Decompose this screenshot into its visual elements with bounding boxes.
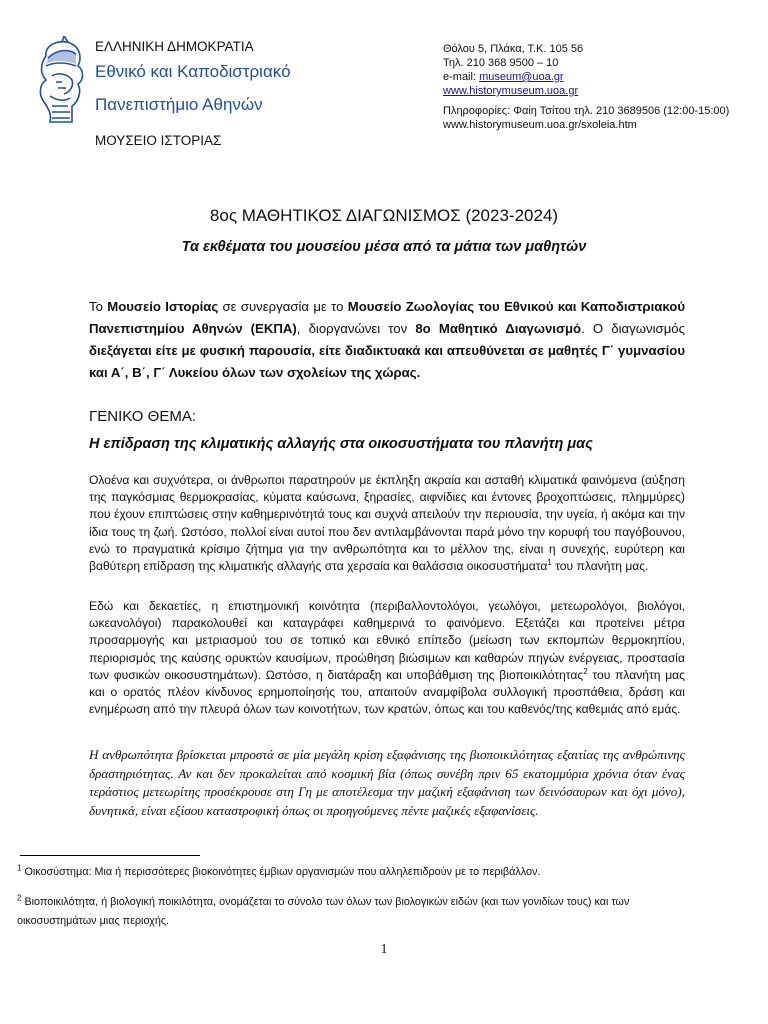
intro-bold-1: Μουσείο Ιστορίας [107, 299, 219, 314]
p1-tail: του πλανήτη μας. [551, 559, 649, 574]
museum-name: ΜΟΥΣΕΙΟ ΙΣΤΟΡΙΑΣ [95, 133, 222, 148]
footnote-ref-2[interactable]: 2 [583, 666, 588, 676]
body-paragraph-1 [89, 472, 685, 575]
page-number: 1 [380, 942, 388, 957]
contact-email-label: e-mail: [443, 71, 480, 83]
intro-bold-2: Μουσείο Ζωολογίας του Εθνικού και Καποδιστριακού Πανεπιστημίου Αθηνών (ΕΚΠΑ) [89, 299, 685, 336]
topic-title: Η επίδραση της κλιματικής αλλαγής στα οικοσυστήματα του πλανήτη μας [89, 436, 593, 452]
contact-block [443, 42, 763, 132]
country-name: ΕΛΛΗΝΙΚΗ ΔΗΜΟΚΡΑΤΙΑ [95, 39, 254, 54]
intro-text-2: σε συνεργασία με το [218, 299, 348, 314]
footnote-1 [17, 863, 707, 882]
p2-tail: του πλανήτη μας και ο ορατός πλέον κίνδυνος ερημοποίησής του, απαιτούν αναμφίβολα συλλογική προσπάθεια, δράση και ενημέρωση από την πλευρά όλων των κοινοτήτων, των κρατών, όπως και του καθενός/της καθεμιάς από εμάς. [89, 667, 686, 717]
intro-bold-3: 8ο Μαθητικό Διαγωνισμό [415, 321, 582, 336]
intro-paragraph [89, 296, 685, 384]
intro-bold-4: διεξάγεται είτε με φυσική παρουσία, είτε διαδικτυακά και απευθύνεται σε μαθητές Γ΄ γυμνασίου και Α΄, Β΄, Γ΄ Λυκείου όλων των σχολείων της χώρας. [89, 343, 685, 380]
footnote-1-text: Οικοσύστημα: Μια ή περισσότερες βιοκοινότητες έμβιων οργανισμών που αλληλεπιδρούν με το περιβάλλον. [21, 866, 541, 878]
footnote-2 [17, 893, 707, 930]
p1-text: Ολοένα και συχνότερα, οι άνθρωποι παρατηρούν με έκπληξη ακραία και ασταθή κλιματικά φαινόμενα (αύξηση της παγκόσμιας θερμοκρασίας, κύματα καύσωνα, ξηρασίες, αιφνίδιες και έντονες βροχοπτώσεις, πλημμύρες) που έχουν επιπτώσεις στην καθημερινότητά τους και συχνά απειλούν την περιουσία, την υγεία, ή ακόμα και την ίδια τους τη ζωή. Ωστόσο, πολλοί είναι αυτοί που δεν αντιλαμβάνονται παρά μόνο την κορυφή του παγόβουνου, ενώ το πραγματικά κρίσιμο ζήτημα για την ανθρωπότητα και το μέλλον της, είναι η συνεχής, ευρύτερη και βαθύτερη επίδραση της κλιματικής αλλαγής στα χερσαία και θαλάσσια οικοσυστήματα [89, 473, 685, 574]
schools-url: www.historymuseum.uoa.gr/sxoleia.htm [443, 119, 637, 131]
footnote-1-mark: 1 [17, 863, 22, 873]
footnote-ref-1[interactable]: 1 [547, 557, 552, 567]
intro-text-1: Το [89, 299, 108, 314]
body-paragraph-2 [89, 598, 685, 718]
intro-text-4: . Ο διαγωνισμός [581, 321, 685, 336]
website-link[interactable]: www.historymuseum.uoa.gr [443, 85, 579, 97]
page-title: 8ος ΜΑΘΗΤΙΚΟΣ ΔΙΑΓΩΝΙΣΜΟΣ (2023-2024) [209, 206, 559, 225]
contact-address: Θόλου 5, Πλάκα, Τ.Κ. 105 56 [443, 43, 584, 55]
p2-text: Εδώ και δεκαετίες, η επιστημονική κοινότητα (περιβαλλοντολόγοι, γεωλόγοι, μετεωρολόγοι, βιολόγοι, ωκεανολόγοι) παρακολουθεί και καταγράφει καθημερινά το φαινόμενο. Εξετάζει και προτείνει μέτρα προσαρμογής και μετριασμού του σε τοπικό και εθνικό επίπεδο (μείωση των εκπομπών θερμοκηπίου, περιορισμός της καύσης ορυκτών καυσίμων, προώθηση βιώσιμων και καθαρών πηγών ενέργειας, προστασία των φυσικών οικοσυστημάτων). Ωστόσο, η διατάραξη και υποβάθμιση της βιοποικιλότητας [89, 599, 685, 682]
footnote-2-text: Βιοποικιλότητα, ή βιολογική ποικιλότητα, ονομάζεται το σύνολο των όλων των βιολογικών ειδών (και των γονιδίων τους) και των οικοσυστημάτων μιας περιοχής. [17, 896, 630, 927]
footnote-divider [20, 855, 200, 856]
athena-head-logo-icon [32, 36, 88, 132]
university-line1: Εθνικό και Καποδιστριακό [95, 62, 291, 81]
general-topic-heading: ΓΕΝΙΚΟ ΘΕΜΑ: [89, 408, 196, 425]
email-link[interactable]: museum@uoa.gr [479, 71, 564, 83]
page-subtitle: Τα εκθέματα του μουσείου μέσα από τα μάτια των μαθητών [181, 239, 587, 255]
footnote-2-mark: 2 [17, 893, 22, 903]
contact-email-line [443, 70, 763, 84]
contact-info: Πληροφορίες: Φαίη Τσίτου τηλ. 210 3689506 (12:00-15:00) [443, 105, 730, 117]
university-line2: Πανεπιστήμιο Αθηνών [95, 95, 263, 114]
contact-phone: Τηλ. 210 368 9500 – 10 [443, 57, 559, 69]
intro-text-3: , διοργανώνει τον [296, 321, 416, 336]
italic-quote: Η ανθρωπότητα βρίσκεται μπροστά σε μία μεγάλη κρίση εξαφάνισης της βιοποικιλότητας εξαιτίας της ανθρώπινης δραστηριότητας. Αν και δεν προκαλείται από κοσμική βία (όπως συνέβη πριν 65 εκατομμύρια χρόνια όταν ένας τεράστιος μετεωρίτης προσέκρουσε στη Γη με αποτέλεσμα την μαζική εξαφάνιση των δεινόσαυρων και όχι μόνο), δυνητικά, είναι εξίσου καταστροφική όπως οι προηγούμενες πέντε μαζικές εξαφανίσεις. [89, 747, 685, 818]
